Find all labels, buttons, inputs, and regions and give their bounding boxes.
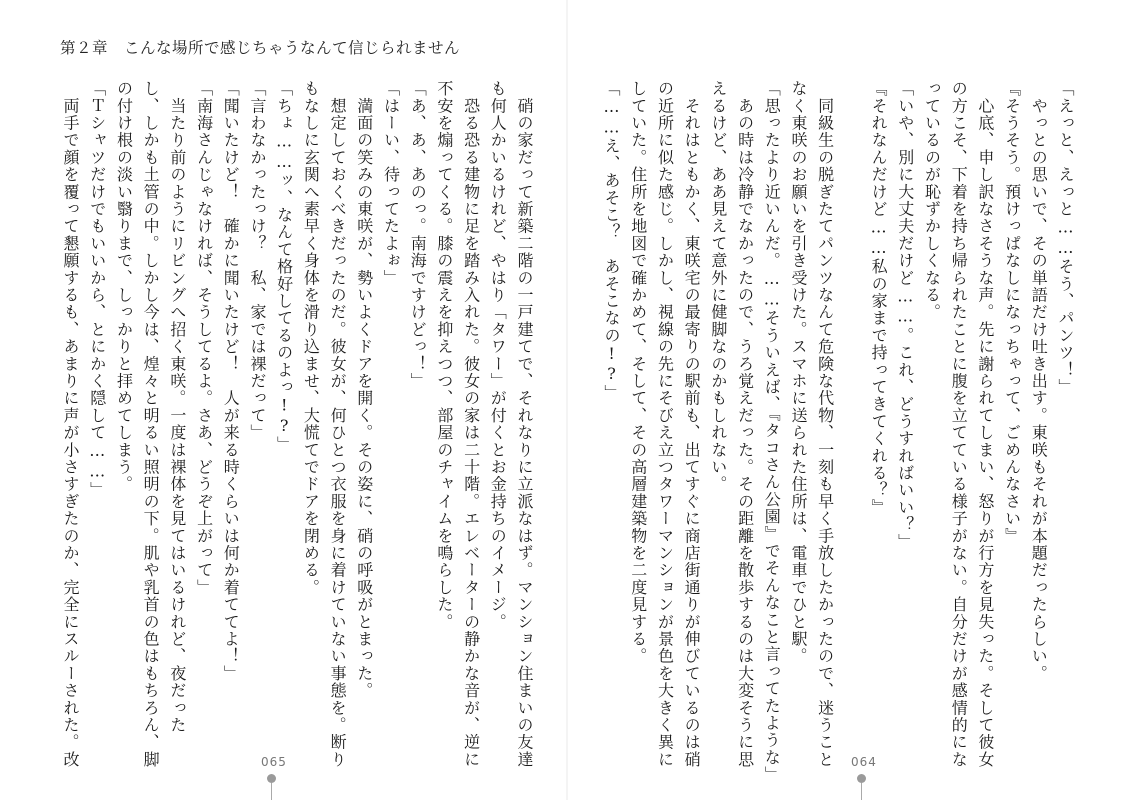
text-line: 当たり前のようにリビングへ招く東咲。一度は裸体を見てはいるけれど、夜だった [167,80,187,734]
left-page [0,0,567,800]
text-line: 「……え、あそこ？ あそこなの!?」 [602,80,622,402]
text-line: っているのが恥ずかしくなる。 [922,80,942,321]
page-number-065: 065 [261,755,287,769]
text-line: 「思ったより近いんだ。……そういえば、『タコさん公園』でそんなこと言ってたような」 [762,80,782,784]
folio-dot-marker [267,774,276,783]
page-number-064: 064 [851,755,877,769]
text-line: 硝の家だって新築二階の一戸建てで、それなりに立派なはず。マンション住まいの友達 [515,80,534,768]
text-line: も何人かいるけれど、やはり「タワー」が付くとお金持ちのイメージ。 [488,80,508,631]
text-line: あの時は冷静でなかったので、うろ覚えだった。その距離を散歩するのは大変そうに思 [735,80,755,768]
text-line: 「えっと、えっと……そう、パンツ！」 [1056,80,1075,396]
text-line [838,80,865,720]
text-line: 両手で顔を覆って懇願するも、あまりに声が小さすぎたのか、完全にスルーされた。改 [61,80,81,768]
text-line: 「Ｔシャツだけでもいいから、とにかく隠して……」 [87,80,107,499]
text-line: 満面の笑みの東咲が、勢いよくドアを開く。その姿に、硝の呼吸がとまった。 [354,80,374,700]
running-head-chapter-title: 第２章 こんな場所で感じちゃうなんて信じられません [60,39,461,57]
text-line: 「はーい、待ってたよぉ」 [381,80,401,287]
text-line: もなしに玄関へ素早く身体を滑り込ませ、大慌てでドアを閉める。 [301,80,321,596]
folio-line-marker [861,783,862,800]
text-line: 「いや、別に大丈夫だけど……。これ、どうすればいい？」 [895,80,915,551]
text-line: 心底、申し訳なさそうな声。先に謝られてしまい、怒りが行方を見失った。そして彼女 [975,80,995,768]
text-line: 同級生の脱ぎたてパンツなんて危険な代物、一刻も早く手放したかったので、迷うこと [815,80,835,768]
text-line: 「言わなかったっけ？ 私、家では裸だって」 [247,80,267,442]
text-line: 『それなんだけど……私の家まで持ってきてくれる？』 [869,80,889,516]
text-line: 「南海さんじゃなければ、そうしてるよ。さあ、どうぞ上がって」 [194,80,214,596]
text-line: の付け根の淡い翳りまで、しっかりと拝めてしまう。 [114,80,134,493]
text-line: 「聞いたけど！ 確かに聞いたけど！ 人が来る時くらいは何か着ててよ！」 [221,80,241,682]
text-line: 「あ、あ、あのっ。南海ですけどっ！」 [408,80,428,390]
text-line: の方こそ、下着を持ち帰られたことに腹を立てている様子がない。自分だけが感情的にな [949,80,969,768]
text-line: 不安を煽ってくる。膝の震えを抑えつつ、部屋のチャイムを鳴らした。 [434,80,454,631]
text-line: 『そうそう。預けっぱなしになっちゃって、ごめんなさい』 [1002,80,1022,545]
text-line: それはともかく、東咲宅の最寄りの駅前も、出てすぐに商店街通りが伸びているのは硝 [682,80,702,768]
text-line: 想定しておくべきだったのだ。彼女が、何ひとつ衣服を身に着けていない事態を。断り [328,80,348,768]
text-line: 恐る恐る建物に足を踏み入れた。彼女の家は二十階。エレベーターの静かな音が、逆に [461,80,481,768]
text-line: し、しかも土管の中。しかし今は、煌々と明るい照明の下。肌や乳首の色はもちろん、脚 [141,80,161,768]
right-page [568,0,1135,800]
text-line: の近所に似た感じ。しかし、視線の先にそびえ立つタワーマンションが景色を大きく異に [655,80,675,768]
folio-dot-marker [857,774,866,783]
text-line: なく東咲のお願いを引き受けた。スマホに送られた住所は、電車でひと駅。 [788,80,808,665]
folio-line-marker [271,783,272,800]
text-line: やっとの思いで、その単語だけ吐き出す。東咲もそれが本題だったらしい。 [1029,80,1049,682]
text-line: えるけど、ああ見えて意外に健脚なのかもしれない。 [708,80,728,493]
text-line: 「ちょ……ッ、なんて格好してるのよっ!?」 [274,80,294,454]
text-line: していた。住所を地図で確かめて、そして、その高層建築物を二度見する。 [628,80,648,665]
